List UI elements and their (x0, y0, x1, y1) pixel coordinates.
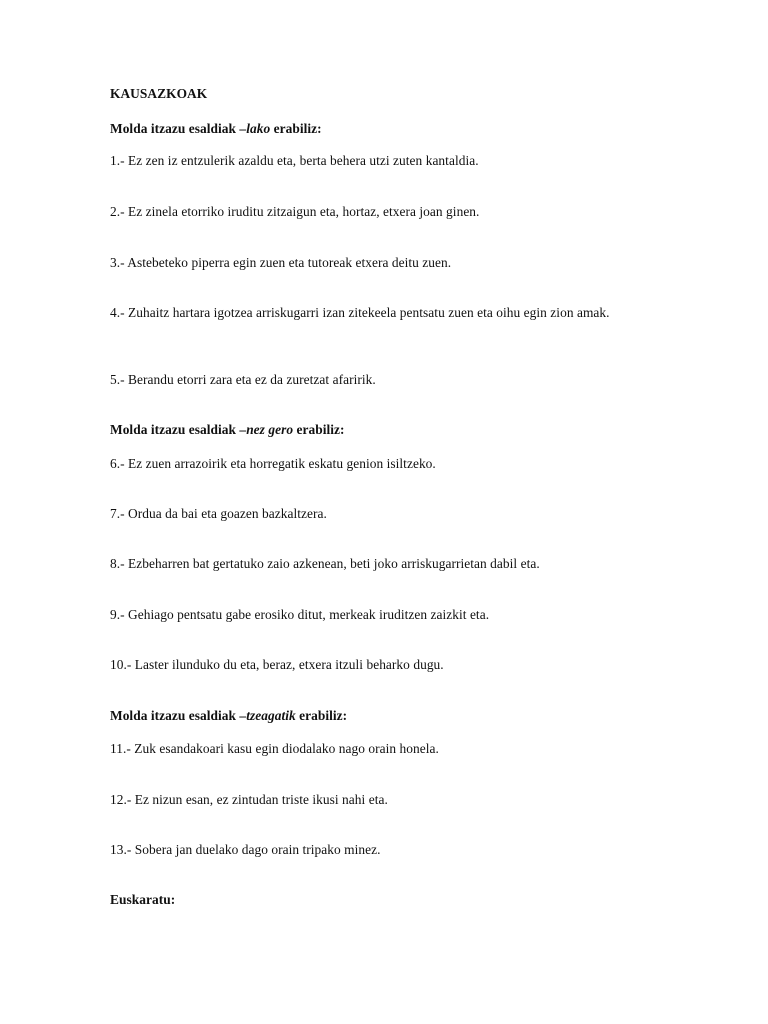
instruction-tail: erabiliz: (293, 422, 345, 437)
exercise-item: 1.- Ez zen iz entzulerik azaldu eta, berta behera utzi zuten kantaldia. (110, 153, 479, 168)
exercise-item: 9.- Gehiago pentsatu gabe erosiko ditut, merkeak iruditzen zaizkit eta. (110, 607, 490, 622)
document-title: KAUSAZKOAK (110, 86, 208, 101)
exercise-item: 10.- Laster ilunduko du eta, beraz, etxera itzuli beharko dugu. (110, 657, 444, 672)
exercise-item: 11.- Zuk esandakoari kasu egin diodalako nago orain honela. (110, 741, 439, 756)
instruction-prefix: Molda itzazu esaldiak – (110, 708, 247, 723)
exercise-item: 4.- Zuhaitz hartara igotzea arriskugarri izan zitekeela pentsatu zuen eta oihu egin zion amak. (110, 305, 610, 320)
exercise-item: 6.- Ez zuen arrazoirik eta horregatik eskatu genion isiltzeko. (110, 456, 436, 471)
exercise-item: 3.- Astebeteko piperra egin zuen eta tutoreak etxera deitu zuen. (110, 255, 452, 270)
instruction-tail: erabiliz: (295, 708, 348, 723)
instruction-tail: erabiliz: (270, 121, 322, 136)
section-instruction (110, 708, 347, 724)
exercise-item: 2.- Ez zinela etorriko iruditu zitzaigun eta, hortaz, etxera joan ginen. (110, 204, 480, 219)
exercise-item: 7.- Ordua da bai eta goazen bazkaltzera. (110, 506, 327, 521)
exercise-item: 8.- Ezbeharren bat gertatuko zaio azkenean, beti joko arriskugarrietan dabil eta. (110, 556, 540, 571)
section-instruction (110, 422, 345, 438)
section-instruction (110, 121, 322, 137)
instruction-prefix: Molda itzazu esaldiak – (110, 422, 247, 437)
instruction-suffix: tzeagatik (246, 708, 296, 723)
instruction-prefix: Molda itzazu esaldiak – (110, 121, 247, 136)
exercise-item: 13.- Sobera jan duelako dago orain tripako minez. (110, 842, 381, 857)
exercise-item: 12.- Ez nizun esan, ez zintudan triste ikusi nahi eta. (110, 792, 388, 807)
closing-heading: Euskaratu: (110, 892, 176, 907)
instruction-suffix: nez gero (246, 422, 294, 437)
exercise-item: 5.- Berandu etorri zara eta ez da zuretzat afaririk. (110, 372, 376, 387)
instruction-suffix: lako (246, 121, 271, 136)
